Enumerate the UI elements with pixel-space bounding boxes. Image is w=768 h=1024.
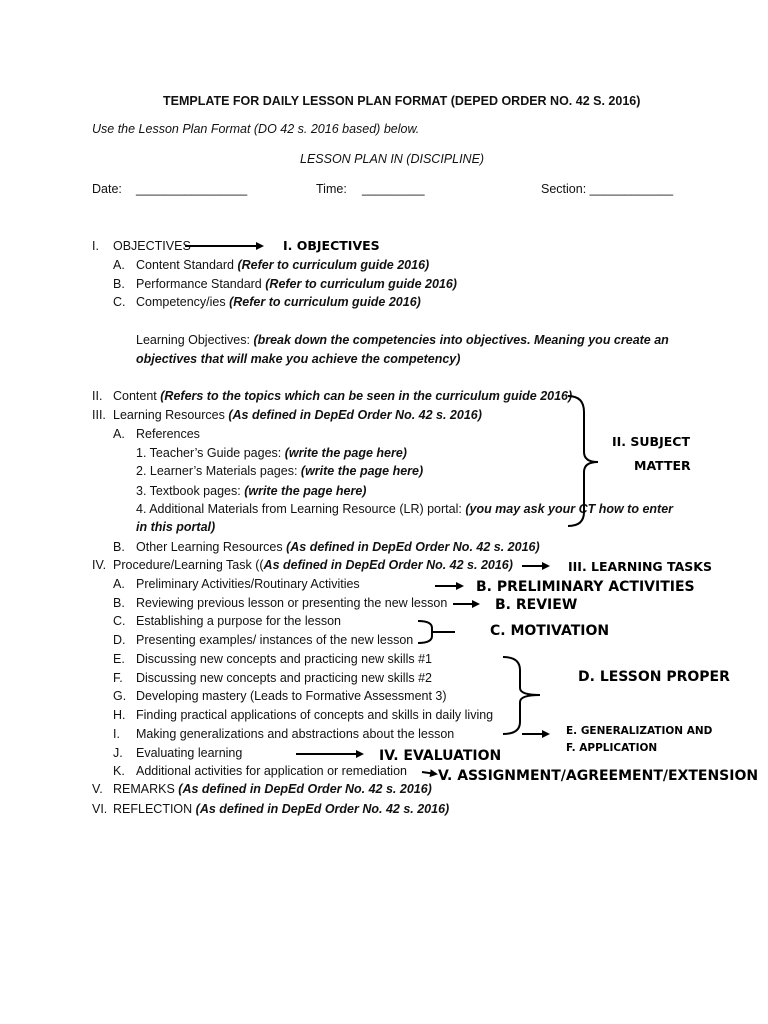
annotation-application: F. APPLICATION <box>566 742 658 754</box>
proc-g-text: Developing mastery (Leads to Formative Assessment 3) <box>136 689 447 703</box>
date-label: Date: <box>92 182 122 196</box>
content-number: II. <box>92 389 103 403</box>
learning-objectives-note: objectives that will make you achieve the competency) <box>136 352 461 366</box>
annotation-motivation: C. MOTIVATION <box>490 623 610 639</box>
section-field: Section: ____________ <box>541 182 674 196</box>
proc-i-number: I. <box>113 727 120 741</box>
assignment-arrow-icon <box>422 772 436 774</box>
annotation-review: B. REVIEW <box>495 597 578 613</box>
annotation-subject: II. SUBJECT <box>612 434 690 449</box>
proc-h-number: H. <box>113 708 126 722</box>
proc-f-text: Discussing new concepts and practicing new skills #2 <box>136 671 432 685</box>
proc-a-text: Preliminary Activities/Routinary Activities <box>136 577 360 591</box>
other-resources-number: B. <box>113 540 125 554</box>
proc-b-number: B. <box>113 596 125 610</box>
annotation-objectives: I. OBJECTIVES <box>283 238 380 253</box>
proc-b-text: Reviewing previous lesson or presenting the new lesson <box>136 596 448 610</box>
annotation-evaluation: IV. EVALUATION <box>379 748 502 764</box>
procedure-row: Procedure/Learning Task ((As defined in DepEd Order No. 42 s. 2016) <box>113 558 513 572</box>
competency-row: Competency/ies (Refer to curriculum guide 2016) <box>136 295 421 309</box>
lesson-plan-heading: LESSON PLAN IN (DISCIPLINE) <box>300 152 485 166</box>
annotation-lesson-proper: D. LESSON PROPER <box>578 669 730 685</box>
annotation-assignment: V. ASSIGNMENT/AGREEMENT/EXTENSION <box>438 768 759 784</box>
proc-h-text: Finding practical applications of concepts and skills in daily living <box>136 708 494 722</box>
date-line: ________________ <box>136 182 248 196</box>
proc-j-number: J. <box>113 746 123 760</box>
proc-d-number: D. <box>113 633 126 647</box>
document-subtitle: Use the Lesson Plan Format (DO 42 s. 2016 based) below. <box>92 122 420 136</box>
procedure-number: IV. <box>92 558 107 572</box>
learning-resources-row: Learning Resources (As defined in DepEd Order No. 42 s. 2016) <box>113 408 482 422</box>
annotation-learning-tasks: III. LEARNING TASKS <box>568 559 712 574</box>
teachers-guide-row: 1. Teacher’s Guide pages: (write the page here) <box>136 446 407 460</box>
remarks-row: REMARKS (As defined in DepEd Order No. 42 s. 2016) <box>113 782 432 796</box>
proc-k-number: K. <box>113 764 125 778</box>
proc-c-text: Establishing a purpose for the lesson <box>136 614 341 628</box>
objectives-label: OBJECTIVES <box>113 239 191 253</box>
document-title: TEMPLATE FOR DAILY LESSON PLAN FORMAT (DEPED ORDER NO. 42 S. 2016) <box>163 94 641 108</box>
subject-matter-bracket-icon <box>568 396 598 526</box>
content-standard-row: Content Standard (Refer to curriculum guide 2016) <box>136 258 430 272</box>
references-number: A. <box>113 427 125 441</box>
reflection-number: VI. <box>92 802 108 816</box>
proc-j-text: Evaluating learning <box>136 746 243 760</box>
proc-d-text: Presenting examples/ instances of the new lesson <box>136 633 414 647</box>
item-c-number: C. <box>113 295 126 309</box>
references-label: References <box>136 427 200 441</box>
proc-e-text: Discussing new concepts and practicing new skills #1 <box>136 652 432 666</box>
annotation-generalization: E. GENERALIZATION AND <box>566 725 713 737</box>
annotation-preliminary: B. PRELIMINARY ACTIVITIES <box>476 579 695 595</box>
objectives-number: I. <box>92 239 99 253</box>
additional-materials-note: in this portal) <box>136 520 216 534</box>
reflection-row: REFLECTION (As defined in DepEd Order No. 42 s. 2016) <box>113 802 450 816</box>
item-b-number: B. <box>113 277 125 291</box>
motivation-bracket-icon <box>418 621 455 643</box>
item-a-number: A. <box>113 258 125 272</box>
other-resources-row: Other Learning Resources (As defined in DepEd Order No. 42 s. 2016) <box>136 540 540 554</box>
content-row: Content (Refers to the topics which can be seen in the curriculum guide 2016) <box>113 389 573 403</box>
time-line: _________ <box>362 182 425 196</box>
lesson-proper-bracket-icon <box>503 657 540 734</box>
proc-a-number: A. <box>113 577 125 591</box>
textbook-row: 3. Textbook pages: (write the page here) <box>136 484 367 498</box>
additional-materials-row: 4. Additional Materials from Learning Resource (LR) portal: (you may ask your CT how to enter <box>136 502 674 516</box>
time-label: Time: <box>316 182 347 196</box>
proc-k-text: Additional activities for application or remediation <box>136 764 407 778</box>
performance-standard-row: Performance Standard (Refer to curriculum guide 2016) <box>136 277 457 291</box>
proc-g-number: G. <box>113 689 127 703</box>
learners-materials-row: 2. Learner’s Materials pages: (write the page here) <box>136 464 424 478</box>
learning-objectives-row: Learning Objectives: (break down the competencies into objectives. Meaning you create an <box>136 333 669 347</box>
learning-resources-number: III. <box>92 408 106 422</box>
proc-f-number: F. <box>113 671 123 685</box>
proc-i-text: Making generalizations and abstractions about the lesson <box>136 727 455 741</box>
annotation-matter: MATTER <box>634 458 691 473</box>
remarks-number: V. <box>92 782 103 796</box>
proc-e-number: E. <box>113 652 125 666</box>
proc-c-number: C. <box>113 614 126 628</box>
